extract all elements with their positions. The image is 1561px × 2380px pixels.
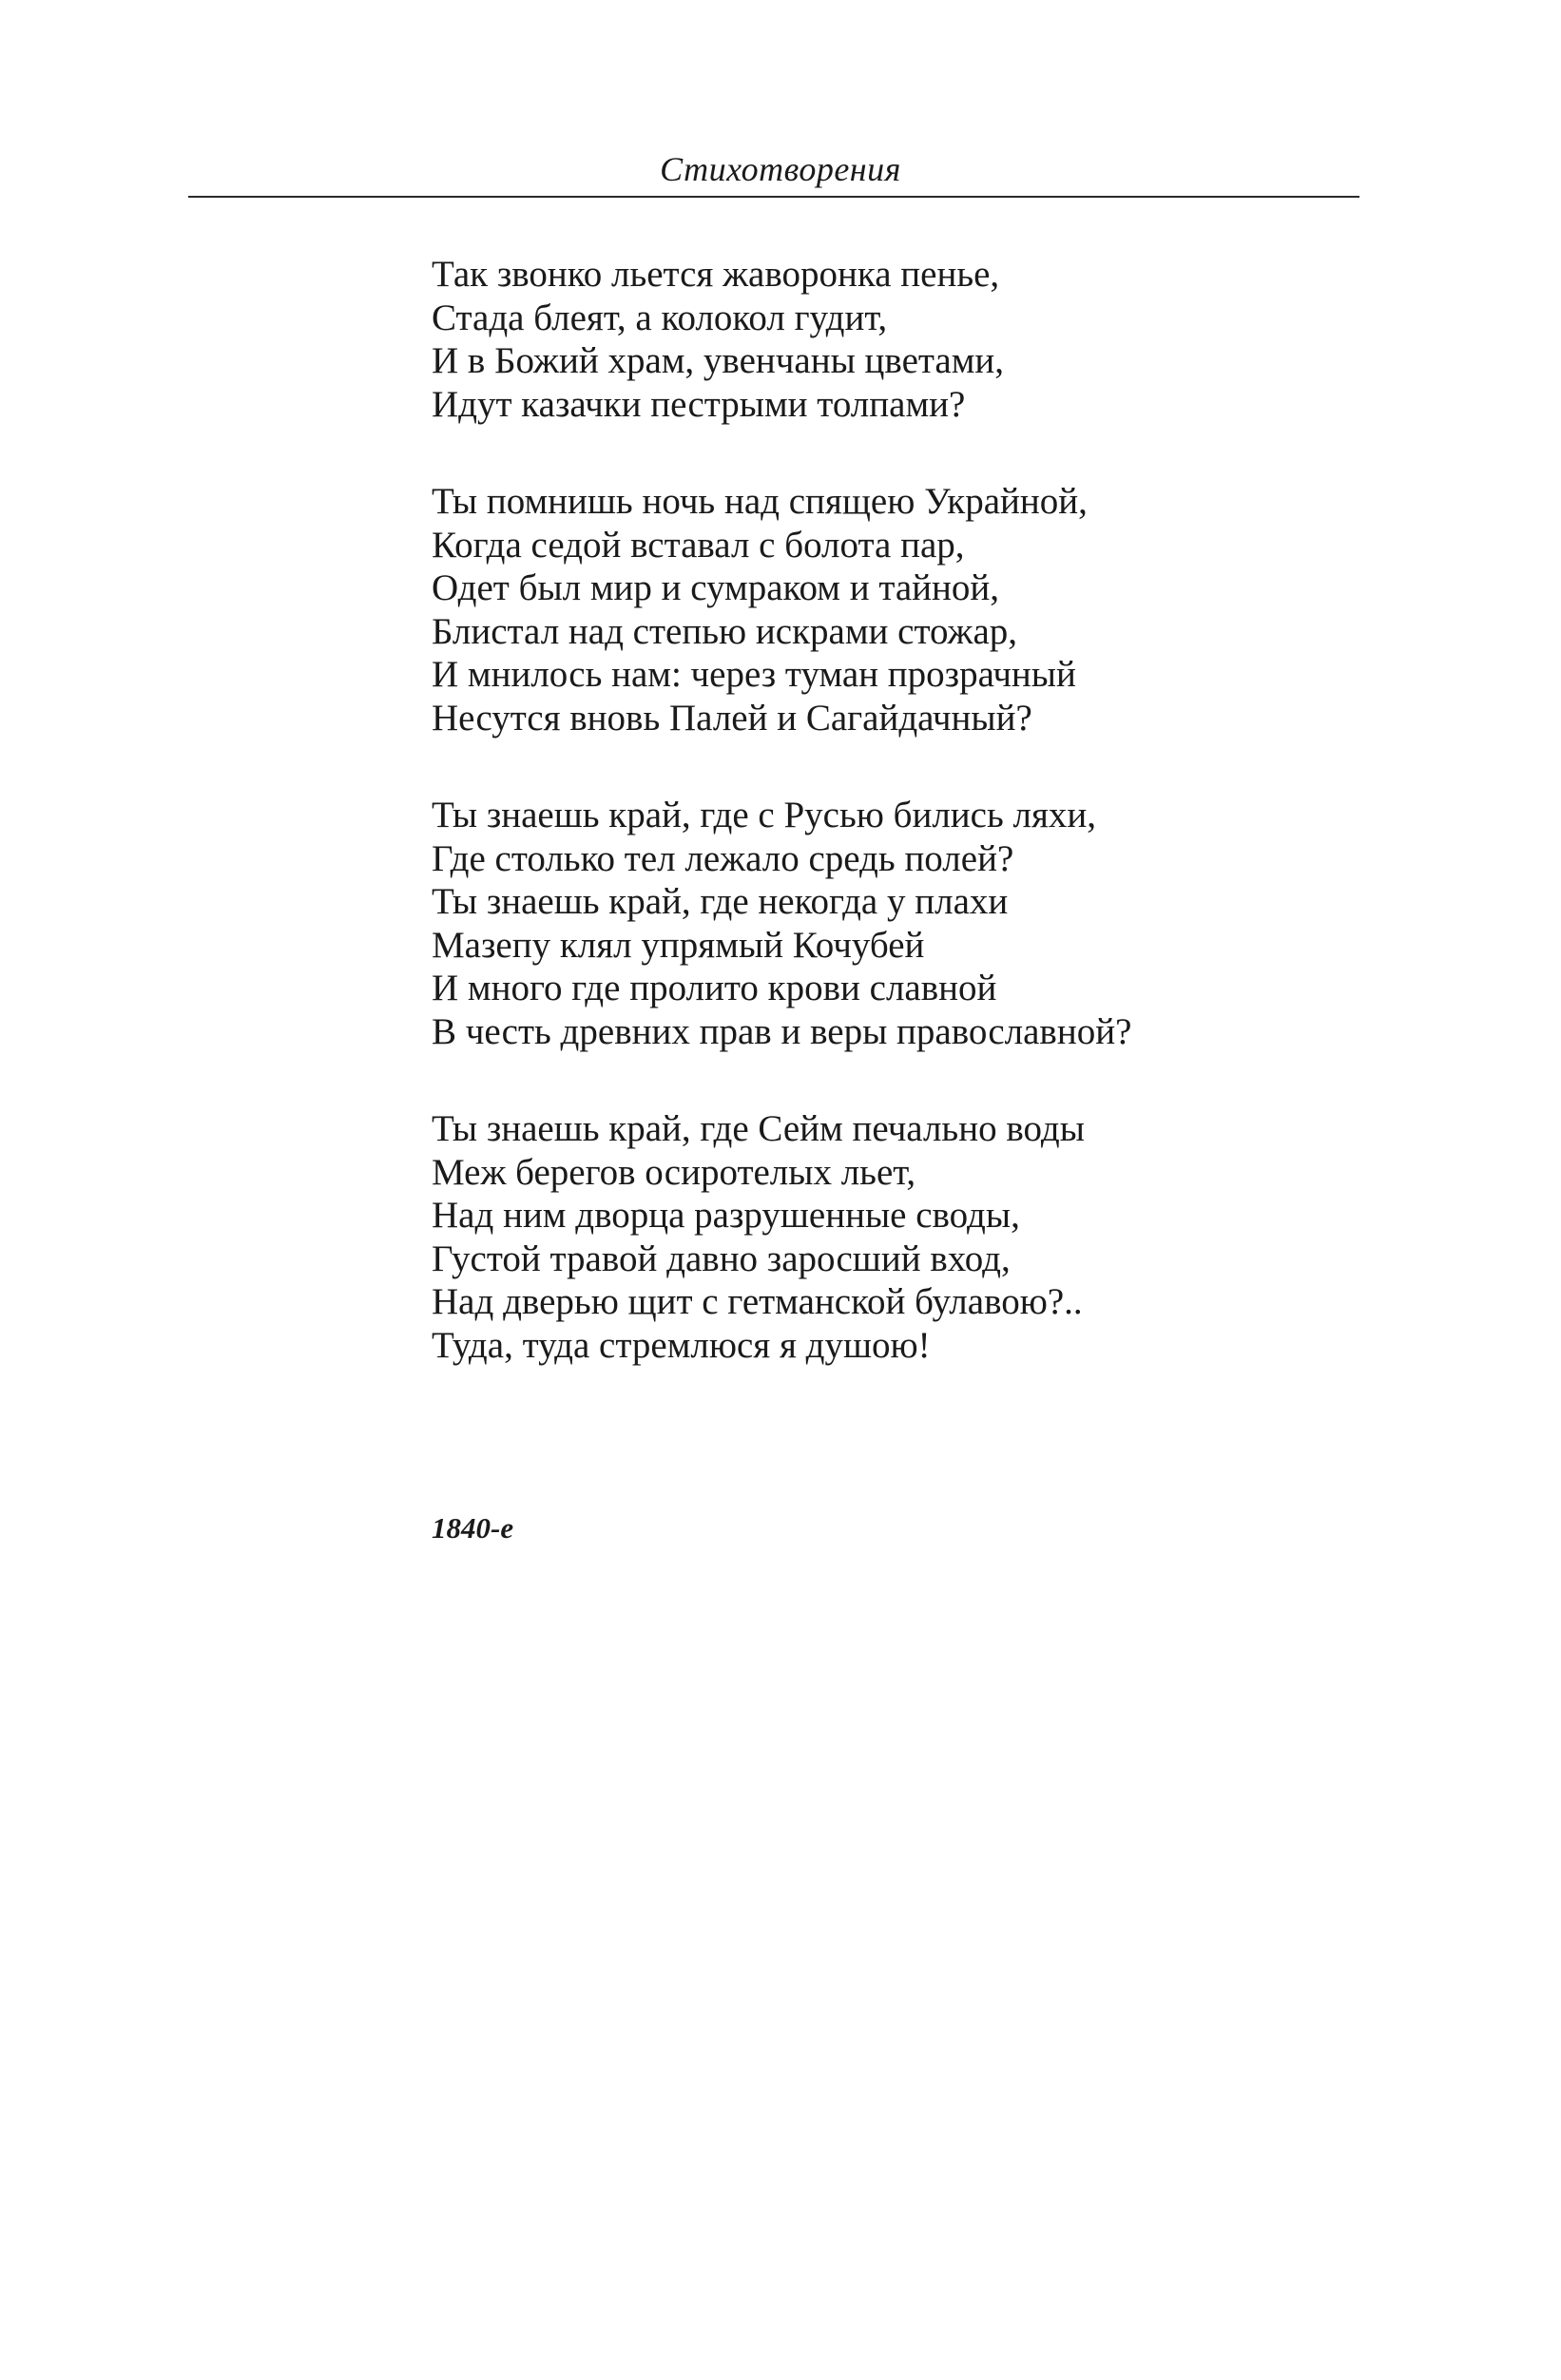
poem-line: Ты знаешь край, где некогда у плахи	[432, 881, 1009, 922]
poem-line: Когда седой вставал с болота пар,	[432, 524, 965, 566]
poem-date: 1840-е	[432, 1511, 514, 1545]
poem-line: Ты помнишь ночь над спящею Украйной,	[432, 481, 1088, 522]
stanza-4	[432, 1107, 1477, 1367]
poem-line: Ты знаешь край, где Сейм печально воды	[432, 1108, 1085, 1149]
poem-line: Идут казачки пестрыми толпами?	[432, 383, 966, 425]
poem-line: Мазепу клял упрямый Кочубей	[432, 924, 925, 966]
poem	[432, 253, 1477, 1421]
stanza-1	[432, 253, 1477, 426]
poem-line: Несутся вновь Палей и Сагайдачный?	[432, 697, 1032, 739]
poem-line: И много где пролито крови славной	[432, 968, 997, 1008]
poem-line: Меж берегов осиротелых льет,	[432, 1151, 916, 1193]
stanza-2	[432, 480, 1477, 739]
header-rule	[188, 196, 1359, 198]
stanza-3	[432, 794, 1477, 1053]
poem-line: Блистал над степью искрами стожар,	[432, 610, 1018, 652]
poem-line: Где столько тел лежало средь полей?	[432, 837, 1014, 879]
poem-line: Стада блеят, а колокол гудит,	[432, 297, 888, 338]
poem-line: Густой травой давно заросший вход,	[432, 1238, 1011, 1279]
poem-line: Так звонко льется жаворонка пенье,	[432, 254, 1000, 295]
running-head: Стихотворения	[660, 150, 901, 188]
poem-line: Над ним дворца разрушенные своды,	[432, 1195, 1020, 1236]
poem-line: Туда, туда стремлюся я душою!	[432, 1324, 931, 1366]
poem-line: И мнилось нам: через туман прозрачный	[432, 654, 1076, 695]
poem-line: В честь древних прав и веры православной?	[432, 1010, 1132, 1052]
poem-line: Ты знаешь край, где с Русью бились ляхи,	[432, 795, 1097, 835]
poem-line: Над дверью щит с гетманской булавою?..	[432, 1281, 1083, 1322]
poem-line: И в Божий храм, увенчаны цветами,	[432, 340, 1005, 381]
poem-line: Одет был мир и сумраком и тайной,	[432, 567, 1000, 608]
